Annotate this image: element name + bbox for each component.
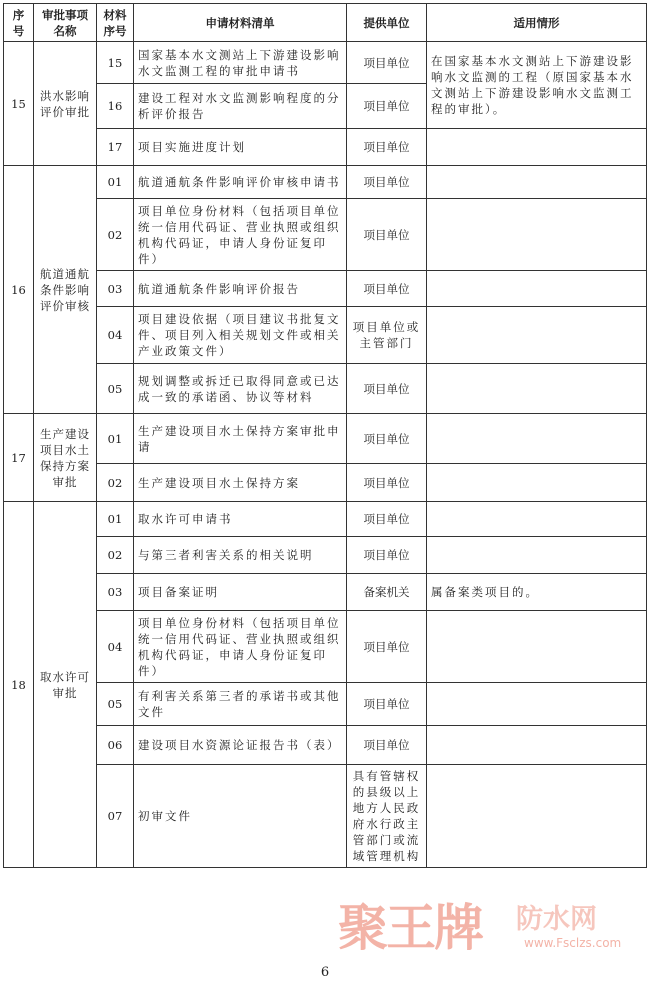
table-row [4, 414, 647, 464]
table-row [4, 537, 647, 574]
table-row [4, 726, 647, 765]
material-seq: 01 [97, 414, 134, 464]
scenario [427, 166, 647, 199]
provider: 项目单位或主管部门 [347, 307, 427, 364]
header-provider: 提供单位 [347, 4, 427, 42]
scenario [427, 683, 647, 726]
materials-table [3, 3, 647, 868]
table-row [4, 611, 647, 683]
material-seq: 01 [97, 502, 134, 537]
scenario [427, 726, 647, 765]
material-name: 项目实施进度计划 [134, 129, 347, 166]
provider: 项目单位 [347, 502, 427, 537]
material-seq: 02 [97, 199, 134, 271]
watermark-url: www.Fsclzs.com [524, 936, 622, 950]
material-seq: 17 [97, 129, 134, 166]
table-row [4, 502, 647, 537]
table-row [4, 574, 647, 611]
material-name: 生产建设项目水土保持方案 [134, 464, 347, 502]
material-seq: 02 [97, 537, 134, 574]
item-name: 取水许可审批 [34, 502, 97, 868]
provider: 项目单位 [347, 42, 427, 84]
material-name: 项目备案证明 [134, 574, 347, 611]
material-name: 国家基本水文测站上下游建设影响水文监测工程的审批申请书 [134, 42, 347, 84]
material-name: 项目建设依据（项目建议书批复文件、项目列入相关规划文件或相关产业政策文件） [134, 307, 347, 364]
header-no: 序号 [4, 4, 34, 42]
scenario [427, 502, 647, 537]
scenario [427, 414, 647, 464]
scenario [427, 307, 647, 364]
table-row [4, 765, 647, 868]
material-name: 航道通航条件影响评价报告 [134, 271, 347, 307]
table-row [4, 364, 647, 414]
scenario [427, 464, 647, 502]
material-seq: 15 [97, 42, 134, 84]
material-seq: 06 [97, 726, 134, 765]
material-seq: 05 [97, 364, 134, 414]
material-name: 项目单位身份材料（包括项目单位统一信用代码证、营业执照或组织机构代码证，申请人身份证复印件） [134, 199, 347, 271]
group-no: 18 [4, 502, 34, 868]
material-seq: 02 [97, 464, 134, 502]
table-row [4, 199, 647, 271]
material-name: 有利害关系第三者的承诺书或其他文件 [134, 683, 347, 726]
material-name: 项目单位身份材料（包括项目单位统一信用代码证、营业执照或组织机构代码证，申请人身份证复印件） [134, 611, 347, 683]
provider: 项目单位 [347, 726, 427, 765]
provider: 项目单位 [347, 611, 427, 683]
material-name: 初审文件 [134, 765, 347, 868]
scenario [427, 199, 647, 271]
item-name: 航道通航条件影响评价审核 [34, 166, 97, 414]
material-name: 生产建设项目水土保持方案审批申请 [134, 414, 347, 464]
scenario [427, 364, 647, 414]
group-no: 17 [4, 414, 34, 502]
material-name: 航道通航条件影响评价审核申请书 [134, 166, 347, 199]
material-name: 取水许可申请书 [134, 502, 347, 537]
provider: 项目单位 [347, 683, 427, 726]
scenario [427, 271, 647, 307]
material-seq: 07 [97, 765, 134, 868]
table-row [4, 683, 647, 726]
provider: 项目单位 [347, 414, 427, 464]
item-name: 生产建设项目水土保持方案审批 [34, 414, 97, 502]
material-seq: 03 [97, 271, 134, 307]
material-name: 建设工程对水文监测影响程度的分析评价报告 [134, 84, 347, 129]
table-row [4, 464, 647, 502]
table-row [4, 271, 647, 307]
page-number: 6 [320, 965, 330, 980]
scenario: 在国家基本水文测站上下游建设影响水文监测的工程（原国家基本水文测站上下游建设影响水文监测工程的审批）。 [427, 42, 647, 129]
item-name: 洪水影响评价审批 [34, 42, 97, 166]
material-seq: 05 [97, 683, 134, 726]
header-material-seq: 材料序号 [97, 4, 134, 42]
material-seq: 03 [97, 574, 134, 611]
table-row [4, 307, 647, 364]
table-row [4, 42, 647, 84]
provider: 项目单位 [347, 537, 427, 574]
scenario [427, 611, 647, 683]
group-no: 15 [4, 42, 34, 166]
provider: 项目单位 [347, 464, 427, 502]
header-scenario: 适用情形 [427, 4, 647, 42]
material-seq: 16 [97, 84, 134, 129]
table-row [4, 129, 647, 166]
scenario [427, 765, 647, 868]
provider: 项目单位 [347, 364, 427, 414]
material-name: 与第三者利害关系的相关说明 [134, 537, 347, 574]
scenario [427, 129, 647, 166]
provider: 项目单位 [347, 84, 427, 129]
watermark-text: 聚王牌 [338, 899, 482, 957]
table-row [4, 166, 647, 199]
material-seq: 04 [97, 307, 134, 364]
material-name: 规划调整或拆迁已取得同意或已达成一致的承诺函、协议等材料 [134, 364, 347, 414]
scenario: 属备案类项目的。 [427, 574, 647, 611]
table-header-row [4, 4, 647, 42]
group-no: 16 [4, 166, 34, 414]
material-seq: 01 [97, 166, 134, 199]
scenario [427, 537, 647, 574]
material-name: 建设项目水资源论证报告书（表） [134, 726, 347, 765]
watermark-logo [338, 898, 628, 960]
provider: 项目单位 [347, 129, 427, 166]
provider: 具有管辖权的县级以上地方人民政府水行政主管部门或流域管理机构 [347, 765, 427, 868]
watermark-text-2: 防水网 [516, 904, 597, 935]
provider: 项目单位 [347, 271, 427, 307]
header-material-list: 申请材料清单 [134, 4, 347, 42]
header-item-name: 审批事项名称 [34, 4, 97, 42]
provider: 项目单位 [347, 199, 427, 271]
provider: 项目单位 [347, 166, 427, 199]
provider: 备案机关 [347, 574, 427, 611]
material-seq: 04 [97, 611, 134, 683]
